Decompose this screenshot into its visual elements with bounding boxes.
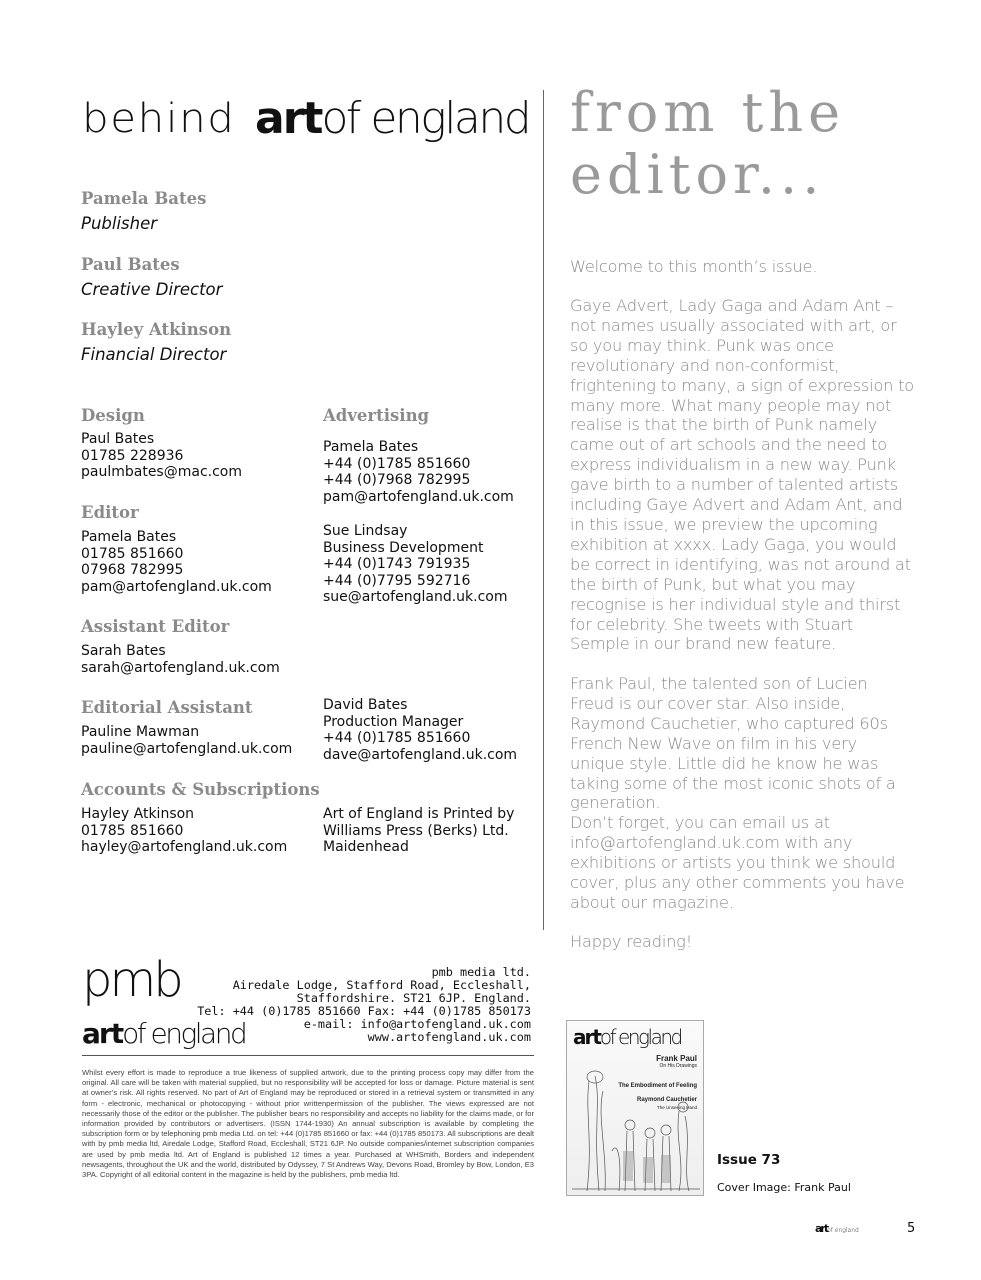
page-number: 5 xyxy=(907,1221,916,1236)
art-of-england-logo xyxy=(255,93,529,144)
cover-line: Frank Paul xyxy=(656,1054,697,1063)
staff-name: Paul Bates xyxy=(81,255,180,274)
footer-logo xyxy=(815,1222,859,1235)
section-heading-design: Design xyxy=(81,406,145,425)
staff-role: Financial Director xyxy=(81,345,227,364)
editor-paragraph: Don’t forget, you can email us at info@artofengland.uk.com with any exhibitions or artists you think we should cover, plus any other comments you have about our magazine. xyxy=(570,813,905,912)
editor-paragraph: Gaye Advert, Lady Gaga and Adam Ant – not names usually associated with art, or so you may think. Punk was once revolutionary and non-conformist, frightening to many, a sign of expression to many more. What many people may not realise is that the birth of Punk namely came out of art schools and the need to express individualism in a new way. Punk gave birth to a number of talented artists including Gaye Advert and Adam Ant, and in this issue, we preview the upcoming exhibition at xxxx. Lady Gaga, you would be correct in identifying, was not around at the birth of Punk, but what you may recognise is her individual style and thirst for celebrity. She tweets with Stuart Semple in our brand new feature. xyxy=(570,296,914,654)
section-heading-assistant-editor: Assistant Editor xyxy=(81,617,230,636)
editor-title xyxy=(570,82,845,206)
issue-number: Issue 73 xyxy=(717,1152,781,1168)
editor-title-line1: from the xyxy=(570,81,846,144)
cover-line: The Embodiment of Feeling xyxy=(618,1083,697,1089)
section-heading-advertising: Advertising xyxy=(323,406,430,425)
logo-of-england: of england xyxy=(599,1025,681,1049)
cover-line: On His Drawings xyxy=(659,1063,697,1069)
publisher-address: pmb media ltd. Airedale Lodge, Stafford Road, Eccleshall, Staffordshire. ST21 6JP. England. Tel: +44 (0)1785 851660 Fax: +44 (0)1785 850173 e-mail: info@artofengland.uk.com www.artofengland.uk.com xyxy=(197,965,531,1045)
editor-paragraph: Welcome to this month’s issue. xyxy=(570,257,818,276)
footer-rule xyxy=(82,1055,534,1056)
logo-of-england: of england xyxy=(321,93,530,144)
logo-of-england: of england xyxy=(122,1017,246,1050)
section-info-editorial-assistant: Pauline Mawman pauline@artofengland.uk.com xyxy=(81,724,293,757)
production-contact-david: David Bates Production Manager +44 (0)1785 851660 dave@artofengland.uk.com xyxy=(323,697,518,763)
cover-line: The Unseeing Hand xyxy=(656,1105,697,1110)
section-info-assistant-editor: Sarah Bates sarah@artofengland.uk.com xyxy=(81,643,280,676)
section-info-accounts: Hayley Atkinson 01785 851660 hayley@artofengland.uk.com xyxy=(81,806,288,855)
logo-art: art xyxy=(255,93,322,144)
pmb-logo: pmb xyxy=(82,952,181,1008)
staff-role: Creative Director xyxy=(81,280,223,299)
section-heading-accounts: Accounts & Subscriptions xyxy=(81,780,320,799)
section-info-editor: Pamela Bates 01785 851660 07968 782995 pam@artofengland.uk.com xyxy=(81,529,272,595)
section-info-design: Paul Bates 01785 228936 paulmbates@mac.com xyxy=(81,431,242,480)
editor-title-line2: editor... xyxy=(570,143,825,206)
logo-art: art xyxy=(573,1025,600,1049)
cover-artwork xyxy=(567,1021,704,1196)
staff-name: Pamela Bates xyxy=(81,189,207,208)
staff-role: Publisher xyxy=(81,214,158,233)
editor-signoff: Happy reading! xyxy=(570,932,692,951)
behind-heading: behind xyxy=(82,96,236,142)
section-heading-editorial-assistant: Editorial Assistant xyxy=(81,698,253,717)
cover-thumbnail xyxy=(566,1020,704,1196)
editor-paragraph: Frank Paul, the talented son of Lucien Freud is our cover star. Also inside, Raymond Cauchetier, who captured 60s French New Wave on film in his very unique style. Little did he know he was taking some of the most iconic shots of a generation. xyxy=(570,674,896,813)
logo-of-england: of england xyxy=(827,1227,859,1234)
section-heading-editor: Editor xyxy=(81,503,139,522)
advertising-contact-pamela: Pamela Bates +44 (0)1785 851660 +44 (0)7968 782995 pam@artofengland.uk.com xyxy=(323,439,514,505)
advertising-contact-sue: Sue Lindsay Business Development +44 (0)1743 791935 +44 (0)7795 592716 sue@artofengland.uk.com xyxy=(323,523,508,605)
printer-info: Art of England is Printed by Williams Press (Berks) Ltd. Maidenhead xyxy=(323,806,515,855)
staff-name: Hayley Atkinson xyxy=(81,320,232,339)
column-divider xyxy=(543,90,544,930)
cover-image-credit: Cover Image: Frank Paul xyxy=(717,1181,851,1194)
logo-art: art xyxy=(815,1222,828,1235)
logo-art: art xyxy=(82,1017,123,1050)
legal-disclaimer: Whilst every effort is made to reproduce a true likeness of supplied artwork, due to the printing process copy may differ from the original. All care will be taken with material supplied, but no responsibility will be accepted for loss or damage. Picture material is sent at owner’s risk. All rights reserved. No part of Art of England may be reproduced or stored in a retrieval system or transmitted in any form - electronic, mechanical or photocopying - without prior writtenpermission of the publisher. The views expressed are not necessarily those of the editor or the publisher. The publisher bears no responsibility and accepts no liability for the claims made, or for information provided by contributors or advertisers. (ISSN 1744-1930) An annual subscription is available by completing the subscription form or by telephoning pmb media Ltd. on tel: +44 (0)1785 851660 or fax: +44 (0)1785 850173. All subscriptions are dealt with by pmb media ltd, Airedale Lodge, Stafford Road, Eccleshall, ST21 6JP. No outside companies/internet subscription companies are used by pmb media ltd. Art of England is published 12 times a year. Purchased at WHSmith, Borders and independent newsagents, throughout the UK and the world, distributed by Odyssey, 7 St Andrews Way, Devons Road, Bromley by Bow, London, E3 3PA. Copyright of all editorial content in the magazine is held by the publishers, pmb media ltd. xyxy=(82,1068,534,1180)
cover-line: Raymond Cauchetier xyxy=(636,1097,697,1103)
